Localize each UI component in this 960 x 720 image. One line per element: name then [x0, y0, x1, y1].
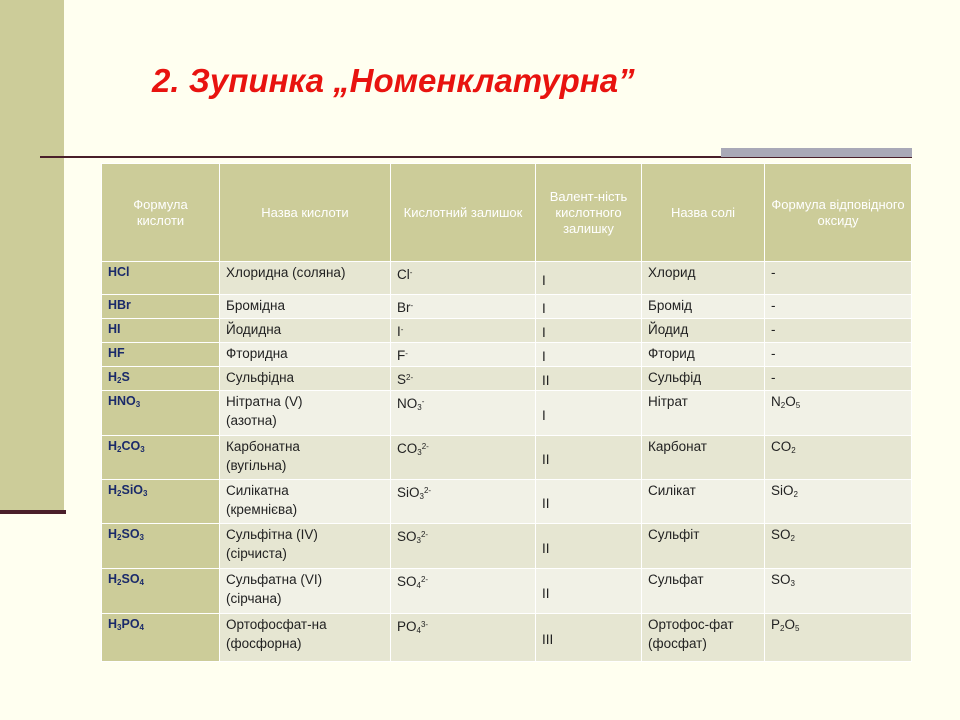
acid-name-line: (азотна) — [226, 413, 277, 428]
subscript: 2 — [791, 446, 796, 455]
superscript: 2- — [420, 575, 429, 584]
cell-oxide-formula — [765, 295, 912, 319]
valence-value: I — [542, 272, 546, 288]
table-row — [102, 367, 912, 391]
formula-text: O — [785, 394, 796, 409]
cell-acid-residue — [391, 614, 536, 662]
acid-name-line: Силікатна — [226, 483, 289, 498]
table-row — [102, 262, 912, 295]
subscript: 3 — [419, 492, 424, 501]
cell-residue-valence — [536, 614, 642, 662]
formula-text: HI — [108, 322, 121, 336]
subscript: 4 — [139, 578, 144, 587]
cell-acid-residue — [391, 262, 536, 295]
cell-salt-name — [642, 569, 765, 614]
subscript: 3 — [135, 400, 141, 409]
superscript: - — [409, 268, 413, 277]
cell-salt-name — [642, 367, 765, 391]
cell-acid-formula — [102, 295, 220, 319]
valence-value: I — [542, 407, 546, 423]
cell-oxide-formula — [765, 569, 912, 614]
table-row — [102, 436, 912, 480]
formula-text: SiO — [397, 485, 420, 500]
table-header-row — [102, 164, 912, 262]
superscript: 2- — [420, 530, 429, 539]
left-decor-rule — [0, 510, 66, 514]
valence-value: I — [542, 349, 546, 364]
formula-text: SiO — [121, 483, 144, 497]
subscript: 2 — [780, 624, 785, 633]
cell-acid-residue — [391, 480, 536, 524]
acid-name-line: Фторидна — [226, 346, 288, 361]
acid-name-line: Бромідна — [226, 298, 285, 313]
cell-oxide-formula — [765, 262, 912, 295]
table-row — [102, 524, 912, 569]
header-acid-residue: Кислотний залишок — [391, 164, 536, 262]
salt-name-line: Нітрат — [648, 394, 688, 409]
cell-oxide-formula — [765, 614, 912, 662]
salt-name-line: Фторид — [648, 346, 695, 361]
subscript: 2 — [117, 578, 122, 587]
cell-salt-name — [642, 262, 765, 295]
cell-acid-formula — [102, 436, 220, 480]
subscript: 2 — [790, 534, 795, 543]
acid-name-line: (сірчана) — [226, 591, 282, 606]
acid-name-line: Йодидна — [226, 322, 282, 337]
formula-text: S — [397, 372, 407, 387]
subscript: 3 — [139, 533, 144, 542]
salt-name-line: Сульфіт — [648, 527, 700, 542]
cell-residue-valence — [536, 295, 642, 319]
cell-residue-valence — [536, 343, 642, 367]
subscript: 3 — [140, 445, 145, 454]
acid-name-line: (вугільна) — [226, 458, 287, 473]
acid-name-line: (кремнієва) — [226, 502, 298, 517]
subscript: 2 — [793, 490, 798, 499]
cell-acid-name — [220, 480, 391, 524]
cell-oxide-formula — [765, 480, 912, 524]
cell-acid-name — [220, 367, 391, 391]
cell-acid-name — [220, 262, 391, 295]
cell-acid-name — [220, 614, 391, 662]
formula-text: - — [771, 370, 776, 385]
cell-acid-residue — [391, 295, 536, 319]
subscript: 2 — [117, 533, 122, 542]
cell-acid-residue — [391, 524, 536, 569]
subscript: 3 — [143, 489, 148, 498]
superscript: - — [400, 325, 404, 334]
formula-text: H — [108, 572, 118, 586]
formula-text: O — [784, 617, 795, 632]
formula-text: Br — [397, 300, 411, 315]
acid-name-line: Сульфатна (VI) — [226, 572, 323, 587]
left-decor-band — [0, 0, 64, 514]
formula-text: P — [771, 617, 781, 632]
subscript: 4 — [416, 626, 421, 635]
subscript: 5 — [795, 401, 801, 410]
formula-text: CO — [397, 441, 418, 456]
cell-acid-name — [220, 319, 391, 343]
valence-value: I — [542, 325, 546, 340]
subscript: 5 — [794, 624, 800, 633]
formula-text: SO — [397, 529, 417, 544]
subscript: 2 — [117, 489, 122, 498]
formula-text: S — [121, 370, 130, 384]
cell-acid-name — [220, 343, 391, 367]
subscript: 3 — [790, 579, 795, 588]
formula-text: H — [108, 370, 118, 384]
cell-acid-residue — [391, 391, 536, 436]
formula-text: HNO — [108, 394, 136, 408]
header-acid-formula: Формула кислоти — [102, 164, 220, 262]
cell-residue-valence — [536, 480, 642, 524]
acid-name-line: Сульфітна (IV) — [226, 527, 318, 542]
valence-value: II — [542, 585, 550, 601]
subscript: 2 — [780, 401, 786, 410]
slide-title: 2. Зупинка „Номенклатурна” — [152, 62, 635, 99]
salt-name-line: Бромід — [648, 298, 693, 313]
salt-name-line: Хлорид — [648, 265, 696, 280]
formula-text: PO — [397, 619, 417, 634]
formula-text: H — [108, 483, 118, 497]
acid-name-line: (сірчиста) — [226, 546, 287, 561]
acid-name-line: Сульфідна — [226, 370, 295, 385]
valence-value: II — [542, 452, 550, 467]
superscript: - — [421, 397, 425, 406]
cell-acid-residue — [391, 569, 536, 614]
subscript: 2 — [117, 376, 122, 385]
superscript: 2- — [423, 486, 432, 495]
cell-acid-formula — [102, 480, 220, 524]
formula-text: SO — [121, 527, 140, 541]
table-row — [102, 480, 912, 524]
formula-text: H — [108, 527, 118, 541]
cell-salt-name — [642, 524, 765, 569]
acid-name-line: Хлоридна (соляна) — [226, 265, 346, 280]
header-salt-name: Назва солі — [642, 164, 765, 262]
formula-text: NO — [397, 396, 418, 411]
formula-text: HBr — [108, 298, 131, 312]
salt-name-line: Йодид — [648, 322, 689, 337]
cell-acid-name — [220, 436, 391, 480]
cell-salt-name — [642, 614, 765, 662]
superscript: 2- — [421, 442, 429, 451]
cell-residue-valence — [536, 367, 642, 391]
cell-acid-residue — [391, 319, 536, 343]
formula-text: - — [771, 265, 776, 280]
cell-residue-valence — [536, 319, 642, 343]
subscript: 3 — [117, 623, 122, 632]
subscript: 4 — [416, 581, 421, 590]
cell-residue-valence — [536, 436, 642, 480]
cell-acid-formula — [102, 262, 220, 295]
formula-text: SO — [771, 572, 791, 587]
superscript: - — [410, 301, 414, 310]
valence-value: II — [542, 496, 550, 511]
formula-text: H — [108, 617, 118, 631]
valence-value: I — [542, 301, 546, 316]
cell-acid-formula — [102, 391, 220, 436]
cell-salt-name — [642, 295, 765, 319]
formula-text: CO — [771, 439, 792, 454]
formula-text: - — [771, 346, 776, 361]
acid-name-line: Нітратна (V) — [226, 394, 303, 409]
table-row — [102, 343, 912, 367]
table-body — [102, 262, 912, 662]
salt-name-line: Ортофос-фат — [648, 617, 734, 632]
formula-text: HF — [108, 346, 125, 360]
formula-text: Cl — [397, 267, 410, 282]
cell-oxide-formula — [765, 436, 912, 480]
salt-name-line: Карбонат — [648, 439, 707, 454]
table-row — [102, 295, 912, 319]
salt-name-line: Силікат — [648, 483, 696, 498]
cell-oxide-formula — [765, 524, 912, 569]
valence-value: II — [542, 540, 550, 556]
cell-acid-name — [220, 524, 391, 569]
acid-name-line: (фосфорна) — [226, 636, 302, 651]
header-residue-valence: Валент-ність кислотного залишку — [536, 164, 642, 262]
cell-salt-name — [642, 319, 765, 343]
cell-acid-formula — [102, 319, 220, 343]
salt-name-line: Сульфат — [648, 572, 704, 587]
header-oxide-formula: Формула відповідного оксиду — [765, 164, 912, 262]
cell-acid-residue — [391, 436, 536, 480]
table-row — [102, 391, 912, 436]
formula-text: I — [397, 324, 401, 339]
formula-text: HCl — [108, 265, 130, 279]
superscript: 2- — [406, 373, 414, 382]
cell-acid-formula — [102, 614, 220, 662]
subscript: 3 — [417, 448, 422, 457]
acids-table-container — [101, 163, 911, 661]
table-row — [102, 614, 912, 662]
cell-residue-valence — [536, 569, 642, 614]
cell-oxide-formula — [765, 343, 912, 367]
cell-acid-name — [220, 391, 391, 436]
table-row — [102, 569, 912, 614]
formula-text: - — [771, 322, 776, 337]
acid-name-line: Карбонатна — [226, 439, 300, 454]
subscript: 2 — [117, 445, 122, 454]
cell-residue-valence — [536, 262, 642, 295]
superscript: - — [405, 349, 408, 358]
salt-name-line: (фосфат) — [648, 636, 707, 651]
valence-value: II — [542, 373, 550, 388]
subscript: 3 — [417, 403, 422, 412]
superscript: 3- — [420, 620, 429, 629]
cell-acid-residue — [391, 343, 536, 367]
cell-residue-valence — [536, 391, 642, 436]
formula-text: SO — [771, 527, 791, 542]
formula-text: - — [771, 298, 776, 313]
cell-acid-name — [220, 569, 391, 614]
cell-salt-name — [642, 391, 765, 436]
formula-text: PO — [121, 617, 140, 631]
cell-oxide-formula — [765, 367, 912, 391]
cell-acid-formula — [102, 343, 220, 367]
cell-acid-formula — [102, 367, 220, 391]
subscript: 3 — [416, 536, 421, 545]
cell-salt-name — [642, 436, 765, 480]
cell-acid-formula — [102, 524, 220, 569]
cell-acid-formula — [102, 569, 220, 614]
formula-text: H — [108, 439, 118, 453]
cell-oxide-formula — [765, 319, 912, 343]
formula-text: CO — [121, 439, 141, 453]
subscript: 4 — [139, 623, 144, 632]
cell-acid-name — [220, 295, 391, 319]
acid-name-line: Ортофосфат-на — [226, 617, 327, 632]
header-acid-name: Назва кислоти — [220, 164, 391, 262]
salt-name-line: Сульфід — [648, 370, 702, 385]
formula-text: F — [397, 348, 406, 363]
cell-residue-valence — [536, 524, 642, 569]
cell-acid-residue — [391, 367, 536, 391]
cell-salt-name — [642, 343, 765, 367]
divider-accent-block — [721, 148, 912, 157]
formula-text: SiO — [771, 483, 794, 498]
valence-value: III — [542, 632, 554, 647]
acids-table — [101, 163, 912, 662]
cell-salt-name — [642, 480, 765, 524]
formula-text: N — [771, 394, 781, 409]
cell-oxide-formula — [765, 391, 912, 436]
table-row — [102, 319, 912, 343]
formula-text: SO — [121, 572, 140, 586]
formula-text: SO — [397, 574, 417, 589]
